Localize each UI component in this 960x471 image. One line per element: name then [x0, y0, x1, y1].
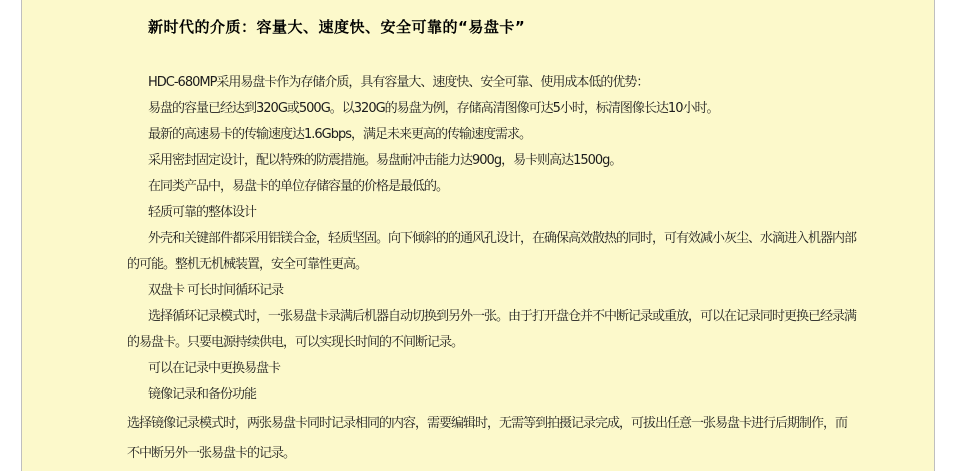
paragraph-line: 采用密封固定设计，配以特殊的防震措施。易盘耐冲击能力达900g，易卡则高达1500g。	[148, 153, 622, 168]
paragraph-line: 镜像记录和备份功能	[148, 387, 257, 402]
paragraph-line: 外壳和关键部件都采用铝镁合金，轻质坚固。向下倾斜的的通风孔设计，在确保高效散热的同时，可有效减小灰尘、水滴进入机器内部	[148, 231, 857, 246]
paragraph-line: 双盘卡 可长时间循环记录	[148, 283, 284, 298]
paragraph-line: 不中断另外一张易盘卡的记录。	[127, 446, 296, 461]
page-title: 新时代的介质：容量大、速度快、安全可靠的“易盘卡”	[148, 18, 526, 36]
paragraph-line: 选择镜像记录模式时，两张易盘卡同时记录相同的内容，需要编辑时，无需等到拍摄记录完成，可拔出任意一张易盘卡进行后期制作，而	[127, 416, 848, 431]
paragraph-line: 的易盘卡。只要电源持续供电，可以实现长时间的不间断记录。	[127, 335, 464, 350]
paragraph-line: 易盘的容量已经达到320G或500G。以320G的易盘为例，存储高清图像可达5小时，标清图像长达10小时。	[148, 101, 719, 116]
paragraph-line: 在同类产品中，易盘卡的单位存储容量的价格是最低的。	[148, 179, 449, 194]
paragraph-line: 最新的高速易卡的传输速度达1.6Gbps，满足未来更高的传输速度需求。	[148, 127, 532, 142]
paragraph-line: 轻质可靠的整体设计	[148, 205, 257, 220]
body-text	[127, 70, 887, 467]
paragraph-line: HDC-680MP采用易盘卡作为存储介质，具有容量大、速度快、安全可靠、使用成本低的优势：	[148, 75, 649, 90]
content-panel	[21, 0, 935, 471]
paragraph-line: 选择循环记录模式时，一张易盘卡录满后机器自动切换到另外一张。由于打开盘仓并不中断记录或重放，可以在记录同时更换已经录满	[148, 309, 857, 324]
paragraph-line: 可以在记录中更换易盘卡	[148, 361, 281, 376]
paragraph-line: 的可能。整机无机械装置，安全可靠性更高。	[127, 257, 368, 272]
